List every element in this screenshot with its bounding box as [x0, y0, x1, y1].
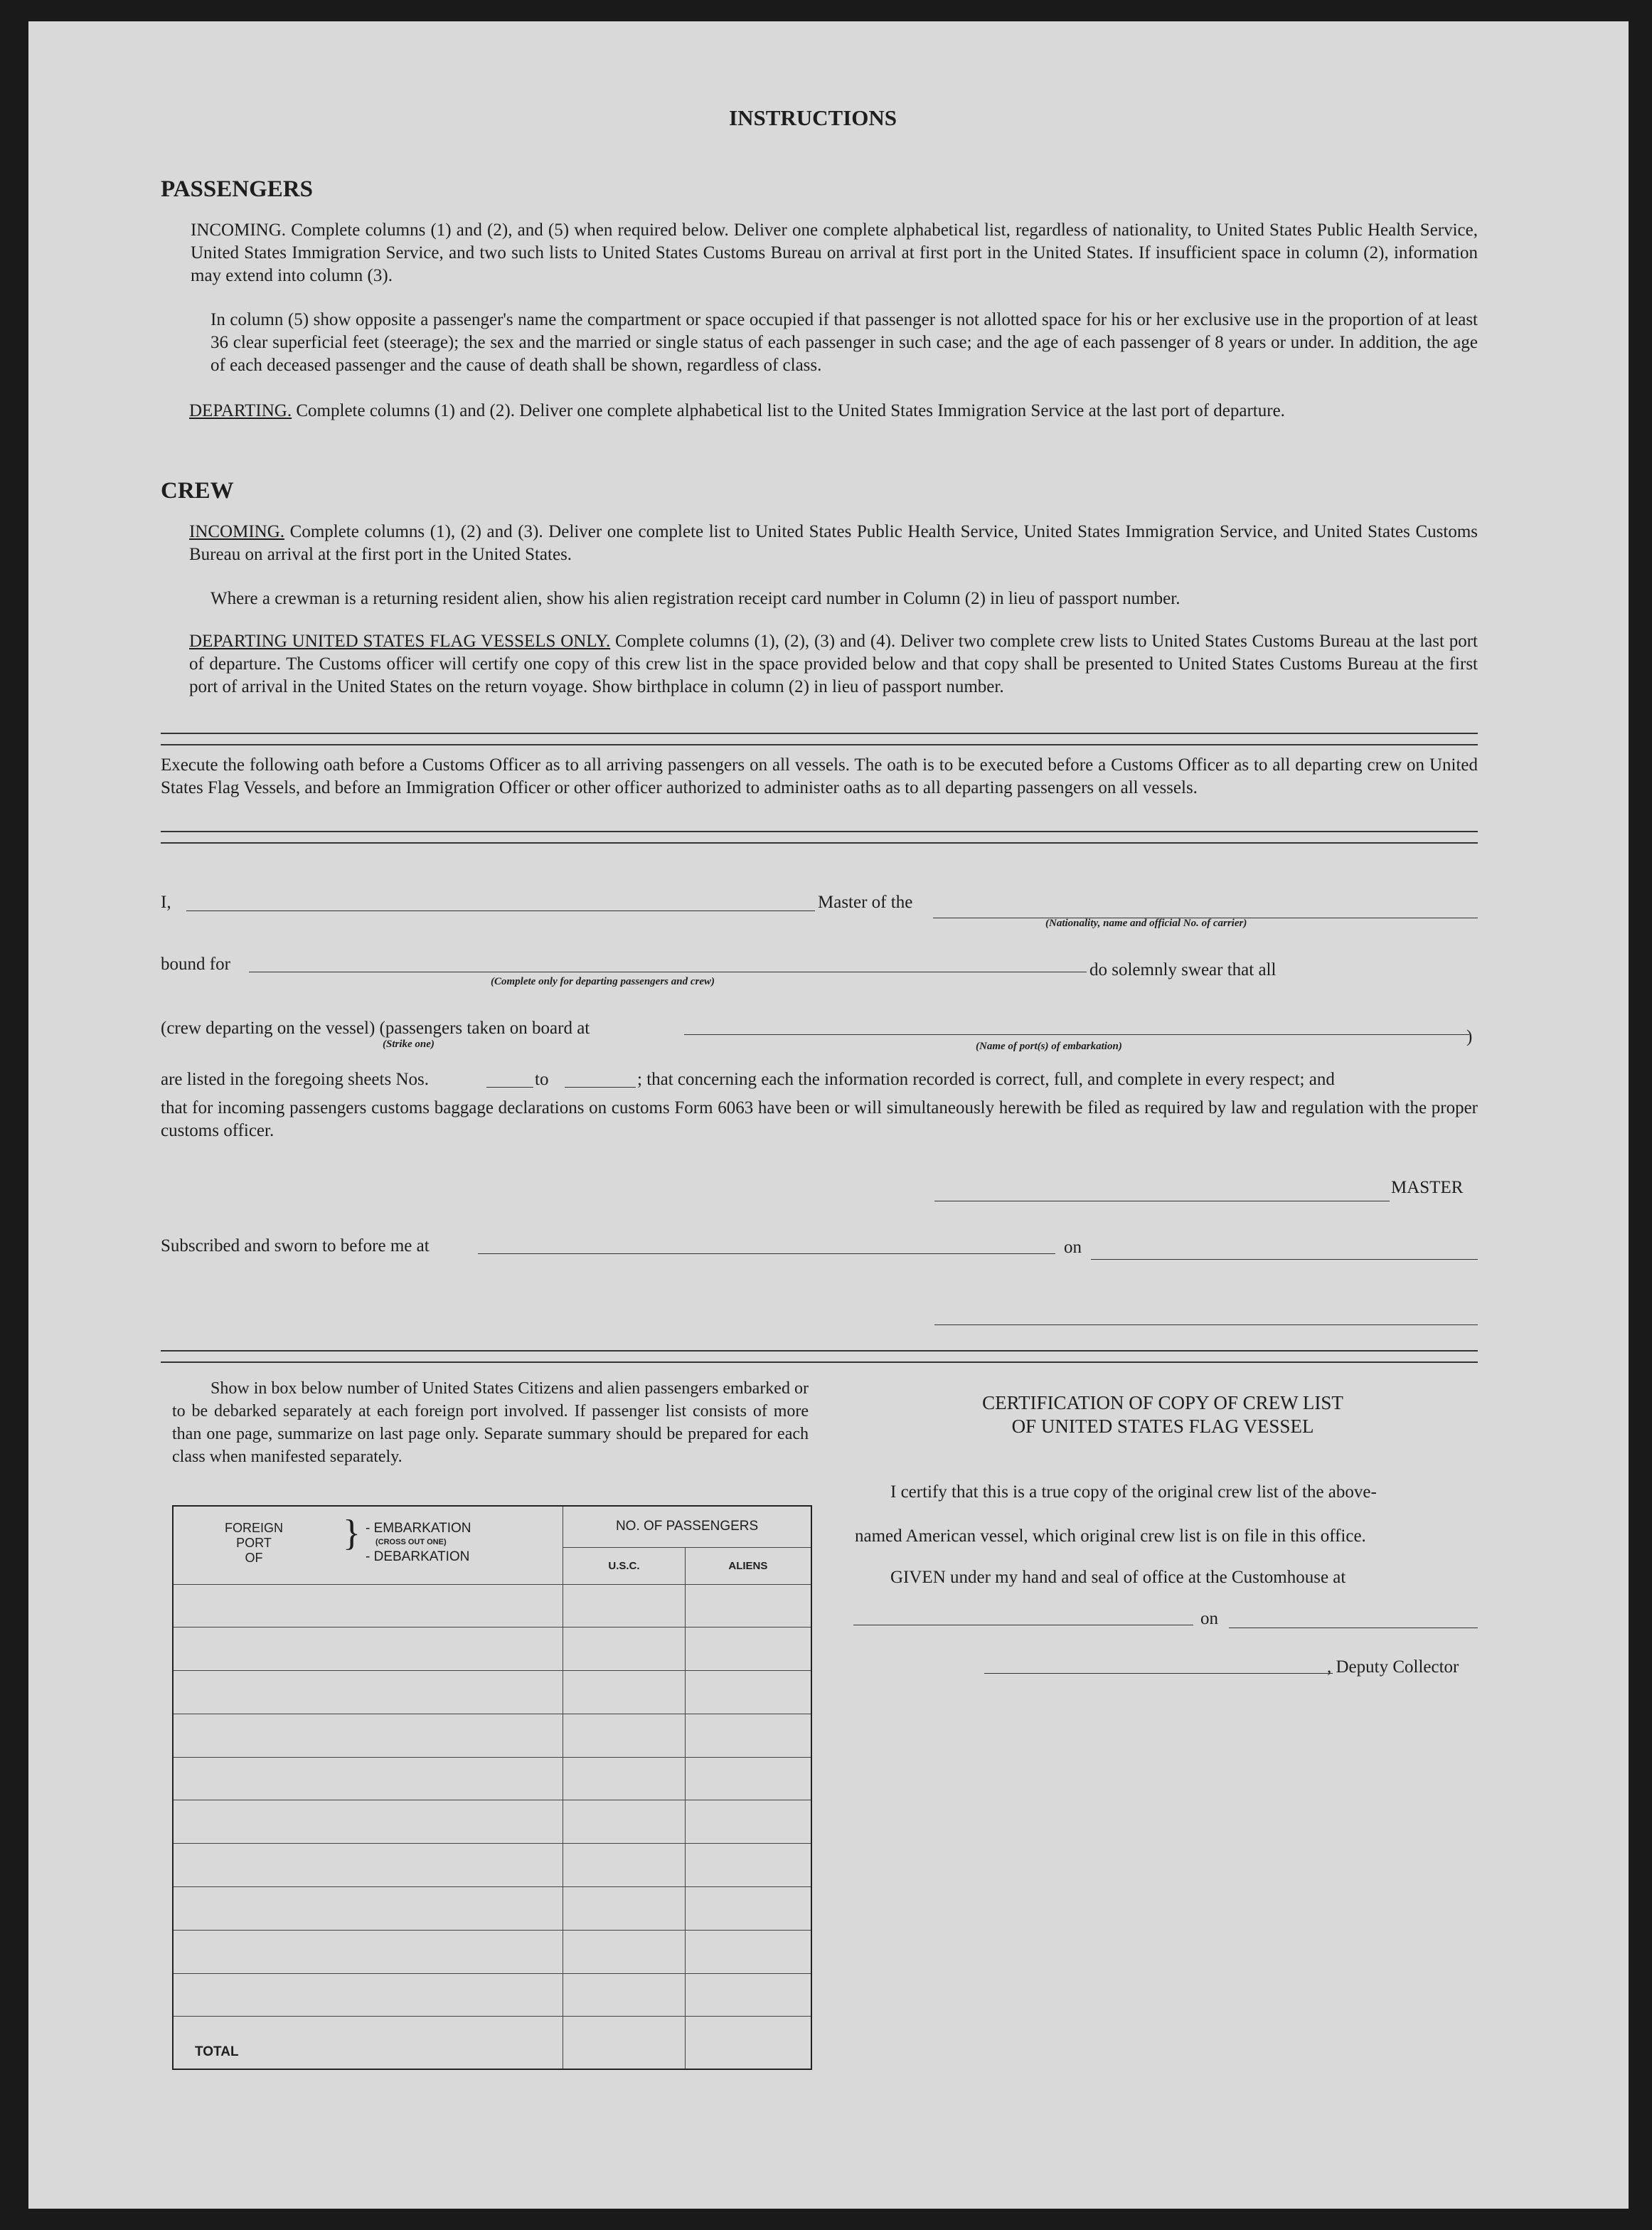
sheet-from-field[interactable]: [486, 1087, 533, 1088]
total-usc-cell[interactable]: [563, 2017, 686, 2069]
table-row: [173, 1930, 811, 1973]
ports-caption: (Name of port(s) of embarkation): [976, 1041, 1122, 1052]
aliens-cell[interactable]: [685, 1844, 811, 1887]
port-cell[interactable]: [173, 1757, 563, 1800]
usc-cell[interactable]: [563, 1973, 686, 2017]
usc-label: U.S.C.: [563, 1547, 686, 1584]
subscribed-label: Subscribed and sworn to before me at: [161, 1236, 430, 1255]
passengers-departing-text: Complete columns (1) and (2). Deliver one complete alphabetical list to the United States Immigration Service at the last port of departure.: [296, 401, 1285, 420]
port-cell[interactable]: [173, 1800, 563, 1844]
passengers-heading: PASSENGERS: [161, 176, 313, 202]
port-cell[interactable]: [173, 1628, 563, 1671]
foreign-port-of-label: FOREIGN PORT OF: [224, 1521, 283, 1565]
certify-text-2: named American vessel, which original crew list is on file in this office.: [855, 1527, 1366, 1546]
sworn-place-field[interactable]: [478, 1253, 1055, 1254]
oath-i-label: I,: [161, 893, 171, 912]
divider: [161, 1350, 1478, 1352]
usc-cell[interactable]: [563, 1887, 686, 1931]
officer-signature-field[interactable]: [934, 1324, 1478, 1325]
port-cell[interactable]: [173, 1714, 563, 1757]
complete-caption: (Complete only for departing passengers and crew): [491, 976, 715, 987]
crew-incoming-label: INCOMING.: [189, 522, 285, 541]
certification-title: [846, 1391, 1479, 1438]
divider: [161, 733, 1478, 734]
crew-departing-text: Complete columns (1), (2), (3) and (4). Deliver two complete crew lists to United States Customs Bureau at the last port of departure. The Customs officer will certify one copy of this crew list in the space provided below and that copy shall be presented to United States Customs Bureau at the first port of arrival in the United States on the return voyage. Show birthplace in column (2) in lieu of passport number.: [189, 632, 1478, 696]
passenger-summary-table: [172, 1505, 812, 2070]
sheet-to-field[interactable]: [565, 1087, 636, 1088]
table-header-port: [173, 1506, 563, 1584]
certification-title-line2: OF UNITED STATES FLAG VESSEL: [1011, 1416, 1314, 1437]
certify-text-1: I certify that this is a true copy of the original crew list of the above-: [890, 1482, 1377, 1502]
table-row: [173, 1844, 811, 1887]
master-of-label: Master of the: [818, 893, 913, 912]
aliens-cell[interactable]: [685, 1973, 811, 2017]
table-row: [173, 1671, 811, 1714]
close-paren: ): [1466, 1027, 1473, 1046]
passengers-incoming-text: Complete columns (1) and (2), and (5) when required below. Deliver one complete alphabetical list, regardless of nationality, to United States Public Health Service, United States Immigration Service, and two such lists to United States Customs Bureau on arrival at first port in the United States. If insufficient space in column (2), information may extend into column (3).: [191, 221, 1478, 285]
total-label: TOTAL: [173, 2017, 563, 2069]
listed-prefix: are listed in the foregoing sheets Nos.: [161, 1070, 429, 1089]
listed-suffix: ; that concerning each the information recorded is correct, full, and complete in every respect; and: [637, 1070, 1335, 1089]
summary-instructions: Show in box below number of United States Citizens and alien passengers embarked or to be debarked separately at each foreign port involved. If passenger list consists of more than one page, summarize on last page only. Separate summary should be prepared for each class when manifested separately.: [172, 1379, 809, 1466]
port-cell[interactable]: [173, 1844, 563, 1887]
oath-continuation: that for incoming passengers customs baggage declarations on customs Form 6063 have been or will simultaneously herewith be filed as required by law and regulation with the proper customs officer.: [161, 1098, 1478, 1140]
table-row: [173, 1584, 811, 1628]
usc-cell[interactable]: [563, 1584, 686, 1628]
usc-cell[interactable]: [563, 1844, 686, 1887]
deputy-collector-label: , Deputy Collector: [1327, 1657, 1459, 1677]
divider: [161, 831, 1478, 832]
divider: [161, 842, 1478, 844]
aliens-cell[interactable]: [685, 1930, 811, 1973]
sworn-on-label: on: [1064, 1238, 1082, 1257]
brace-icon: }: [343, 1513, 361, 1554]
port-cell[interactable]: [173, 1584, 563, 1628]
aliens-cell[interactable]: [685, 1757, 811, 1800]
usc-cell[interactable]: [563, 1714, 686, 1757]
divider: [161, 1361, 1478, 1363]
table-row: [173, 1628, 811, 1671]
passengers-incoming-label: INCOMING.: [191, 221, 287, 240]
passengers-column5-paragraph: In column (5) show opposite a passenger's name the compartment or space occupied if that passenger is not allotted space for his or her exclusive use in the proportion of at least 36 clear superficial feet (steerage); the sex and the married or single status of each passenger in such case; and the age of each passenger of 8 years or under. In addition, the age of each deceased passenger and the cause of death shall be shown, regardless of class.: [211, 310, 1478, 375]
table-row: [173, 1973, 811, 2017]
page-title: INSTRUCTIONS: [729, 105, 897, 130]
usc-cell[interactable]: [563, 1671, 686, 1714]
no-of-passengers-label: NO. OF PASSENGERS: [563, 1506, 811, 1547]
passengers-incoming-paragraph: [191, 219, 1478, 287]
aliens-label: ALIENS: [685, 1547, 811, 1584]
master-name-field[interactable]: [186, 910, 815, 911]
debarkation-label: - DEBARKATION: [366, 1549, 470, 1564]
crew-resident-paragraph: Where a crewman is a returning resident alien, show his alien registration receipt card number in Column (2) in lieu of passport number.: [211, 589, 1181, 608]
usc-cell[interactable]: [563, 1628, 686, 1671]
embarkation-ports-field[interactable]: [684, 1034, 1469, 1035]
swear-label: do solemnly swear that all: [1089, 960, 1277, 979]
passengers-departing-label: DEPARTING.: [189, 401, 292, 420]
table-row: [173, 1887, 811, 1931]
sworn-date-field[interactable]: [1091, 1259, 1478, 1260]
crew-heading: CREW: [161, 478, 234, 504]
strike-caption: (Strike one): [383, 1039, 435, 1050]
port-cell[interactable]: [173, 1671, 563, 1714]
aliens-cell[interactable]: [685, 1584, 811, 1628]
deputy-signature-field[interactable]: [984, 1673, 1333, 1674]
crew-incoming-paragraph: [189, 521, 1478, 566]
usc-cell[interactable]: [563, 1800, 686, 1844]
passengers-departing-paragraph: [189, 400, 1478, 423]
table-row: [173, 1714, 811, 1757]
to-label: to: [535, 1070, 549, 1089]
master-label: MASTER: [1391, 1178, 1464, 1197]
cross-out-label: (CROSS OUT ONE): [375, 1538, 447, 1546]
aliens-cell[interactable]: [685, 1671, 811, 1714]
usc-cell[interactable]: [563, 1757, 686, 1800]
crew-passengers-label: (crew departing on the vessel) (passengers taken on board at: [161, 1019, 590, 1038]
divider: [161, 744, 1478, 745]
aliens-cell[interactable]: [685, 1714, 811, 1757]
port-cell[interactable]: [173, 1973, 563, 2017]
port-cell[interactable]: [173, 1930, 563, 1973]
aliens-cell[interactable]: [685, 1800, 811, 1844]
table-row: [173, 1757, 811, 1800]
aliens-cell[interactable]: [685, 1887, 811, 1931]
oath-instructions: Execute the following oath before a Customs Officer as to all arriving passengers on all vessels. The oath is to be executed before a Customs Officer as to all departing crew on United States Flag Vessels, and before an Immigration Officer or other officer authorized to administer oaths as to all departing passengers on all vessels.: [161, 755, 1478, 797]
certification-on-label: on: [1200, 1609, 1218, 1628]
total-aliens-cell[interactable]: [685, 2017, 811, 2069]
crew-departing-paragraph: [189, 630, 1478, 699]
given-text: GIVEN under my hand and seal of office at the Customhouse at: [890, 1568, 1346, 1587]
usc-cell[interactable]: [563, 1930, 686, 1973]
crew-departing-label: DEPARTING UNITED STATES FLAG VESSELS ONLY.: [189, 632, 611, 651]
table-row: [173, 1800, 811, 1844]
certification-title-line1: CERTIFICATION OF COPY OF CREW LIST: [982, 1392, 1343, 1413]
embarkation-label: - EMBARKATION: [366, 1521, 471, 1536]
bound-for-label: bound for: [161, 955, 230, 974]
aliens-cell[interactable]: [685, 1628, 811, 1671]
crew-incoming-text: Complete columns (1), (2) and (3). Deliver one complete list to United States Public Health Service, United States Immigration Service, and United States Customs Bureau on arrival at the first port in the United States.: [189, 522, 1478, 564]
port-cell[interactable]: [173, 1887, 563, 1931]
nationality-caption: (Nationality, name and official No. of carrier): [1045, 918, 1247, 929]
